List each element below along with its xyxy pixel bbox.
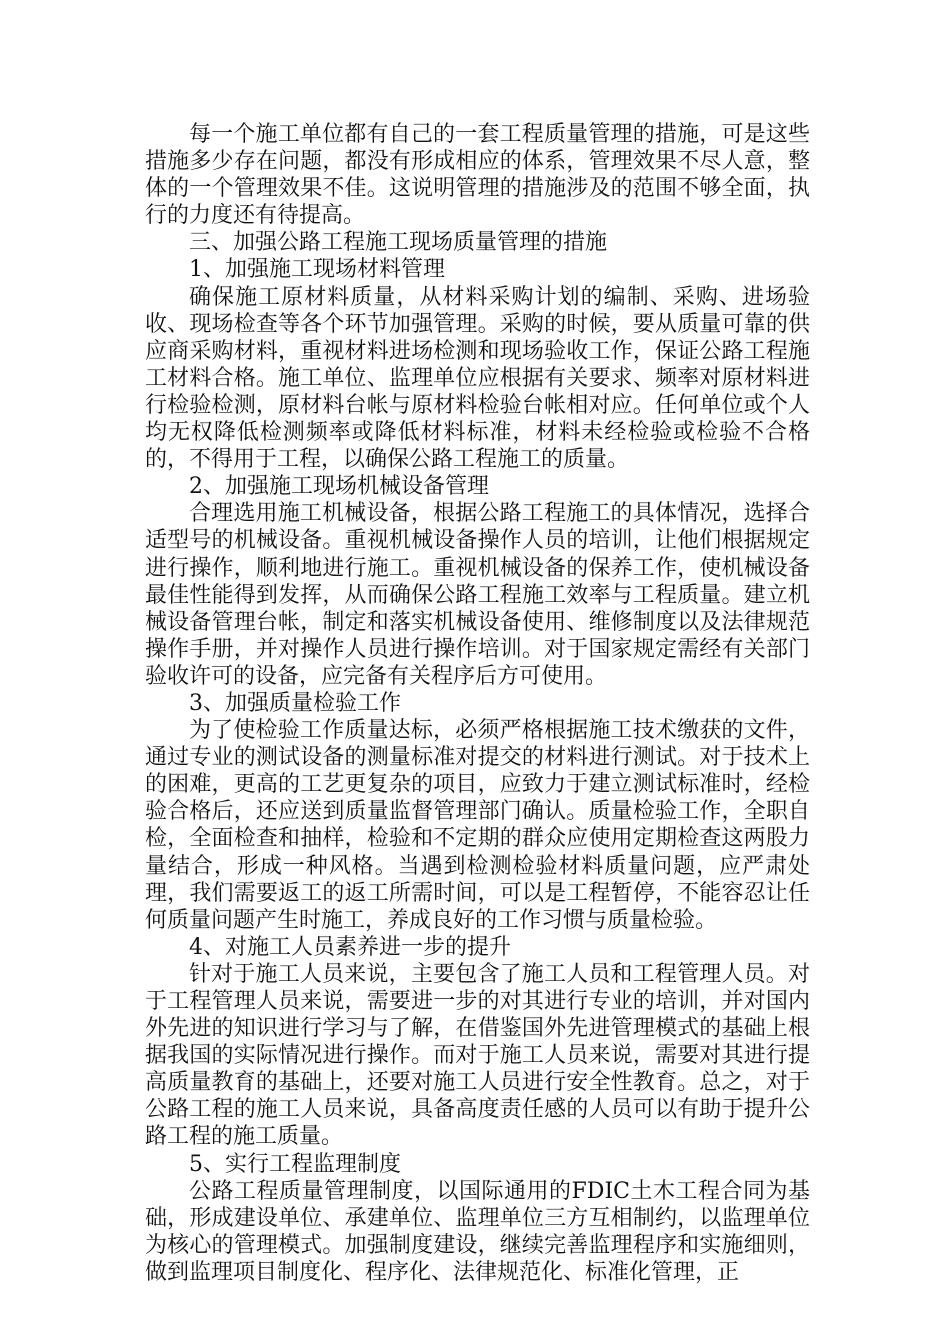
subheading-4: 4、对施工人员素养进一步的提升 <box>189 934 511 960</box>
paragraph-quality-inspection: 为了使检验工作质量达标，必须严格根据施工技术缴获的文件，通过专业的测试设备的测量标准对提交的材料进行测试。对于技术上的困难，更高的工艺更复杂的项目，应致力于建立测试标准时，经检验合格后，还应送到质量监督管理部门确认。质量检验工作，全职自检，全面检查和抽样，检验和不定期的群众应使用定期检查这两股力量结合，形成一种风格。当遇到检测检验材料质量问题，应严肃处理，我们需要返工的返工所需时间，可以是工程暂停，不能容忍让任何质量问题产生时施工，养成良好的工作习惯与质量检验。 <box>145 718 810 933</box>
paragraph-material-management: 确保施工原材料质量，从材料采购计划的编制、采购、进场验收、现场检查等各个环节加强管理。采购的时候，要从质量可靠的供应商采购材料，重视材料进场检测和现场验收工作，保证公路工程施工材料合格。施工单位、监理单位应根据有关要求、频率对原材料进行检验检测，原材料台帐与原材料检验台帐相对应。任何单位或个人均无权降低检测频率或降低材料标准，材料未经检验或检验不合格的，不得用于工程，以确保公路工程施工的质量。 <box>145 284 810 473</box>
paragraph-supervision: 公路工程质量管理制度，以国际通用的FDIC土木工程合同为基础，形成建设单位、承建单位、监理单位三方互相制约，以监理单位为核心的管理模式。加强制度建设，继续完善监理程序和实施细则，做到监理项目制度化、程序化、法律规范化、标准化管理，正 <box>145 1178 810 1285</box>
subheading-1: 1、加强施工现场材料管理 <box>189 257 445 283</box>
paragraph-intro: 每一个施工单位都有自己的一套工程质量管理的措施，可是这些措施多少存在问题，都没有形成相应的体系，管理效果不尽人意，整体的一个管理效果不佳。这说明管理的措施涉及的范围不够全面，执行的力度还有待提高。 <box>145 122 810 229</box>
paragraph-equipment-management: 合理选用施工机械设备，根据公路工程施工的具体情况，选择合适型号的机械设备。重视机械设备操作人员的培训，让他们根据规定进行操作，顺利地进行施工。重视机械设备的保养工作，使机械设备最佳性能得到发挥，从而确保公路工程施工效率与工程质量。建立机械设备管理台帐，制定和落实机械设备使用、维修制度以及法律规范操作手册，并对操作人员进行操作培训。对于国家规定需经有关部门验收许可的设备，应完备有关程序后方可使用。 <box>145 501 810 689</box>
paragraph-personnel: 针对于施工人员来说，主要包含了施工人员和工程管理人员。对于工程管理人员来说，需要进一步的对其进行专业的培训，并对国内外先进的知识进行学习与了解，在借鉴国外先进管理模式的基础上根据我国的实际情况进行操作。而对于施工人员来说，需要对其进行提高质量教育的基础上，还要对施工人员进行安全性教育。总之，对于公路工程的施工人员来说，具备高度责任感的人员可以有助于提升公路工程的施工质量。 <box>145 961 810 1150</box>
subheading-5: 5、实行工程监理制度 <box>189 1151 401 1177</box>
subheading-2: 2、加强施工现场机械设备管理 <box>189 474 489 500</box>
section-heading-3: 三、加强公路工程施工现场质量管理的措施 <box>189 230 608 256</box>
subheading-3: 3、加强质量检验工作 <box>189 690 401 716</box>
document-page <box>145 121 810 1286</box>
